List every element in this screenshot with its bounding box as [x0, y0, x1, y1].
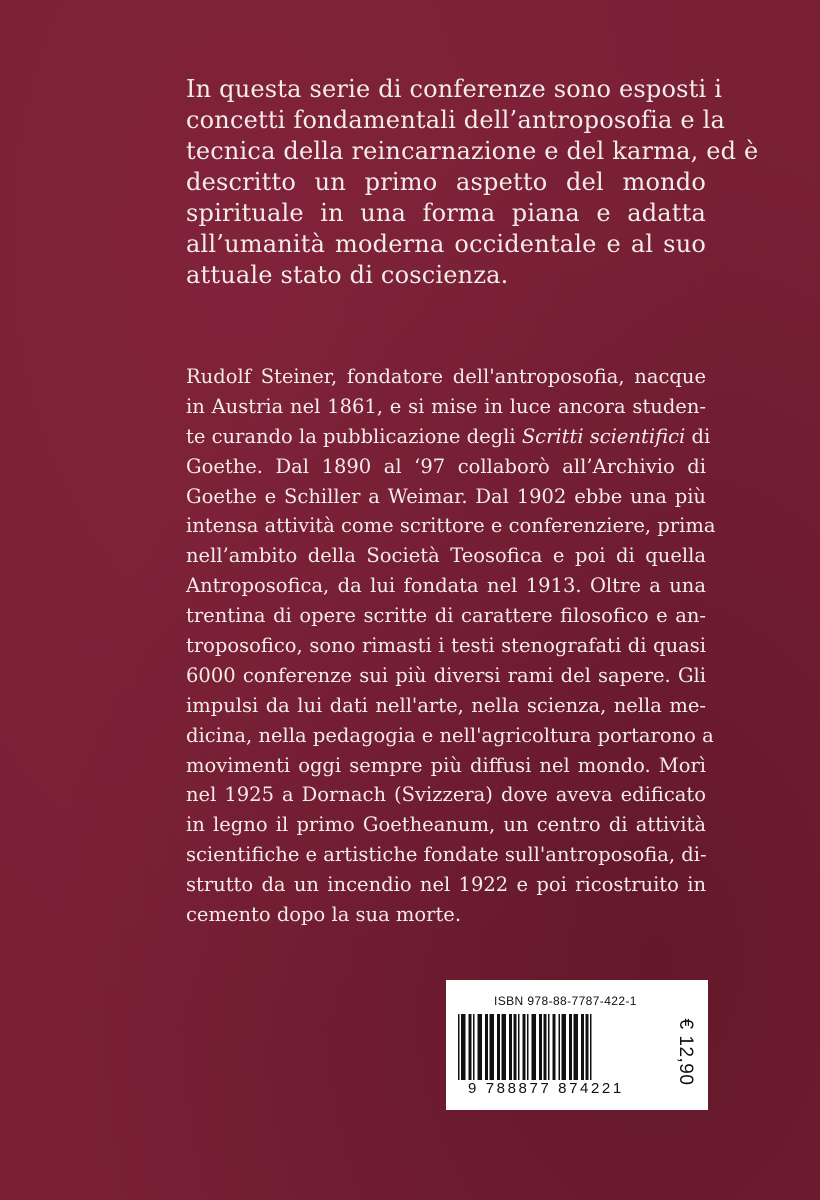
barcode-bar [509, 1014, 512, 1080]
barcode-bar [523, 1014, 526, 1080]
barcode-digits: 9 788877 874221 [468, 1080, 624, 1097]
barcode-icon [456, 1014, 666, 1082]
barcode-bar [502, 1014, 507, 1080]
blurb-line: spirituale in una forma piana e adatta [186, 199, 706, 227]
barcode-bar [458, 1014, 460, 1080]
barcode-bar [574, 1014, 579, 1080]
bio-line: nell’ambito della Società Teosofica e poi di quella [186, 544, 706, 568]
barcode-bar [490, 1014, 495, 1080]
barcode-bar [478, 1014, 483, 1080]
bio-line: Goethe e Schiller a Weimar. Dal 1902 ebbe una più [186, 484, 706, 508]
barcode-bar [527, 1014, 529, 1080]
bio-line: intensa attività come scrittore e conferenziere, prima [186, 514, 716, 538]
barcode-bar [586, 1014, 589, 1080]
blurb-line: descritto un primo aspetto del mondo [186, 168, 706, 196]
barcode-bar [532, 1014, 537, 1080]
bio-line: nel 1925 a Dornach (Svizzera) dove aveva edificato [186, 783, 706, 807]
price-label [670, 1004, 700, 1100]
bio-line: 6000 conferenze sui più diversi rami del sapere. Gli [186, 663, 706, 687]
barcode-bar [544, 1014, 547, 1080]
barcode-bar [539, 1014, 542, 1080]
barcode-bar [461, 1014, 466, 1080]
barcode-bar [559, 1014, 561, 1080]
book-title-italic: Scritti scientifici [521, 424, 686, 448]
barcode-bar [518, 1014, 520, 1080]
bio-line [186, 422, 711, 452]
bio-line: troposofico, sono rimasti i testi stenografati di quasi [186, 634, 706, 658]
bio-line: impulsi da lui dati nell'arte, nella scienza, nella me- [186, 693, 706, 717]
bio-line: dicina, nella pedagogia e nell'agricoltura portarono a [186, 723, 714, 747]
bio-line: movimenti oggi sempre più diffusi nel mondo. Morì [186, 753, 706, 777]
bio-line: scientifiche e artistiche fondate sull'antroposofia, di- [186, 843, 707, 867]
bio-text: te curando la pubblicazione degli [186, 424, 516, 448]
barcode-bar [473, 1014, 475, 1080]
blurb-line: concetti fondamentali dell’antroposofia e la [186, 106, 725, 134]
barcode-bar [548, 1014, 550, 1080]
bio-line: Goethe. Dal 1890 al ‘97 collaborò all’Archivio di [186, 454, 706, 478]
bio-line: trentina di opere scritte di carattere filosofico e an- [186, 604, 706, 628]
book-blurb [186, 74, 759, 291]
bio-line: cemento dopo la sua morte. [186, 903, 462, 927]
barcode-bar [581, 1014, 584, 1080]
bio-text: di [691, 424, 711, 448]
barcode-bar [497, 1014, 500, 1080]
price-text: € 12,90 [675, 1018, 696, 1086]
barcode-bar [469, 1014, 472, 1080]
barcode-bar [569, 1014, 572, 1080]
isbn-number: ISBN 978-88-7787-422-1 [494, 994, 637, 1008]
author-biography [186, 362, 716, 930]
barcode-bar [553, 1014, 556, 1080]
barcode-bar [562, 1014, 567, 1080]
bio-line: Rudolf Steiner, fondatore dell'antroposofia, nacque [186, 365, 706, 388]
blurb-line: In questa serie di conferenze sono esposti i [186, 75, 723, 103]
bio-line: Antroposofica, da lui fondata nel 1913. Oltre a una [186, 574, 706, 598]
blurb-line: all’umanità moderna occidentale e al suo [186, 230, 706, 258]
barcode-bar [590, 1014, 592, 1080]
blurb-line: tecnica della reincarnazione e del karma, ed è [186, 137, 759, 165]
blurb-line: attuale stato di coscienza. [186, 261, 509, 289]
isbn-barcode-label [446, 980, 708, 1110]
bio-line: in Austria nel 1861, e si mise in luce ancora studen- [186, 394, 706, 418]
bio-line: strutto da un incendio nel 1922 e poi ricostruito in [186, 873, 706, 897]
barcode-bar [514, 1014, 517, 1080]
barcode-bar [485, 1014, 488, 1080]
bio-line: in legno il primo Goetheanum, un centro di attività [186, 813, 706, 837]
